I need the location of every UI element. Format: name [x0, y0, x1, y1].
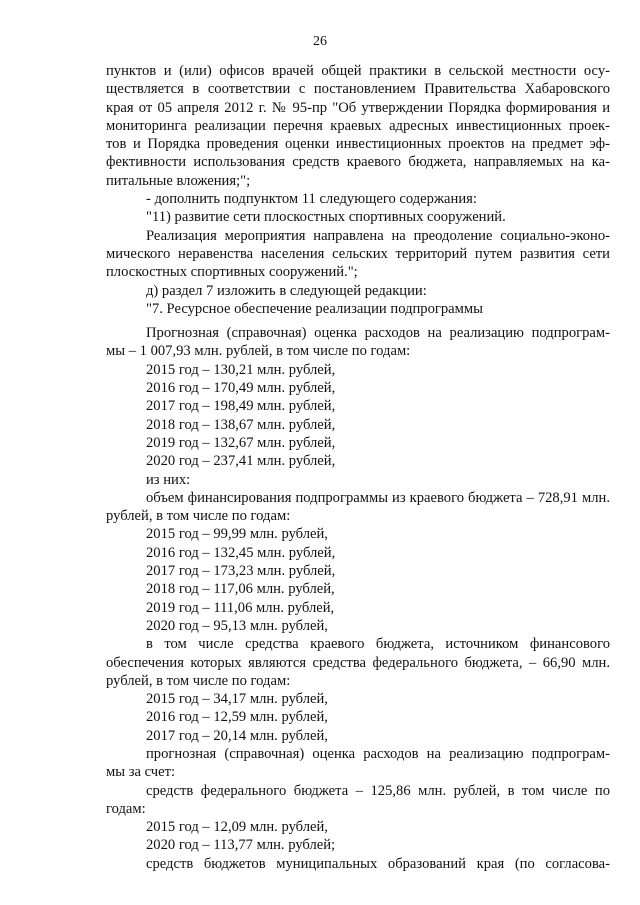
- text-line: из них:: [146, 471, 191, 488]
- text-line: 2019 год – 111,06 млн. рублей,: [146, 599, 335, 616]
- text-line: годам:: [106, 800, 146, 817]
- text-line: 2020 год – 237,41 млн. рублей,: [146, 453, 336, 470]
- text-line: 2018 год – 117,06 млн. рублей,: [146, 581, 335, 598]
- section-heading: "7. Ресурсное обеспечение реализации подпрограммы: [146, 300, 483, 317]
- text-line: мического неравенства населения сельских территорий путем развития сети: [106, 245, 610, 262]
- text-line: средств бюджетов муниципальных образований края (по согласова-: [146, 855, 610, 872]
- text-line: 2019 год – 132,67 млн. рублей,: [146, 434, 336, 451]
- text-line: тов и Порядка проведения оценки инвестиционных проектов на предмет эф-: [106, 136, 610, 153]
- text-line: ществляется в соответствии с постановлением Правительства Хабаровского: [106, 81, 610, 98]
- text-line: Прогнозная (справочная) оценка расходов на реализацию подпрограм-: [146, 325, 610, 342]
- text-line: 2020 год – 95,13 млн. рублей,: [146, 617, 328, 634]
- text-line: д) раздел 7 изложить в следующей редакции:: [146, 282, 427, 299]
- text-line: 2016 год – 12,59 млн. рублей,: [146, 709, 328, 726]
- text-line: фективности использования средств краевого бюджета, направляемых на ка-: [106, 154, 610, 171]
- text-line: объем финансирования подпрограммы из краевого бюджета – 728,91 млн.: [146, 489, 610, 506]
- text-line: 2015 год – 130,21 млн. рублей,: [146, 361, 336, 378]
- text-line: края от 05 апреля 2012 г. № 95-пр "Об утверждении Порядка формирования и: [106, 99, 610, 116]
- text-line: 2017 год – 198,49 млн. рублей,: [146, 398, 336, 415]
- text-line: 2017 год – 20,14 млн. рублей,: [146, 727, 328, 744]
- document-body: [106, 62, 610, 873]
- text-line: Реализация мероприятия направлена на преодоление социально-эконо-: [146, 227, 610, 244]
- text-line: обеспечения которых являются средства федерального бюджета, – 66,90 млн.: [106, 654, 610, 671]
- text-line: 2015 год – 12,09 млн. рублей,: [146, 819, 328, 836]
- text-line: в том числе средства краевого бюджета, источником финансового: [146, 636, 610, 653]
- text-line: рублей, в том числе по годам:: [106, 508, 291, 525]
- text-line: "11) развитие сети плоскостных спортивных сооружений.: [146, 209, 506, 226]
- text-line: 2016 год – 170,49 млн. рублей,: [146, 380, 336, 397]
- text-line: пунктов и (или) офисов врачей общей практики в сельской местности осу-: [106, 63, 610, 79]
- text-line: 2020 год – 113,77 млн. рублей;: [146, 837, 336, 854]
- text-line: - дополнить подпунктом 11 следующего содержания:: [146, 191, 477, 208]
- text-line: 2016 год – 132,45 млн. рублей,: [146, 544, 336, 561]
- text-line: 2018 год – 138,67 млн. рублей,: [146, 416, 336, 433]
- text-line: плоскостных спортивных сооружений.";: [106, 264, 358, 281]
- text-line: 2015 год – 34,17 млн. рублей,: [146, 691, 328, 708]
- text-line: средств федерального бюджета – 125,86 млн. рублей, в том числе по: [146, 782, 610, 799]
- text-line: мы – 1 007,93 млн. рублей, в том числе по годам:: [106, 343, 411, 360]
- text-line: мониторинга реализации перечня краевых адресных инвестиционных проек-: [106, 117, 610, 134]
- page-number: 26: [313, 34, 327, 49]
- text-line: мы за счет:: [106, 764, 176, 781]
- text-line: 2017 год – 173,23 млн. рублей,: [146, 563, 336, 580]
- text-line: питальные вложения;";: [106, 172, 251, 189]
- text-line: рублей, в том числе по годам:: [106, 672, 291, 689]
- text-line: прогнозная (справочная) оценка расходов на реализацию подпрограм-: [146, 745, 610, 762]
- text-line: 2015 год – 99,99 млн. рублей,: [146, 526, 328, 543]
